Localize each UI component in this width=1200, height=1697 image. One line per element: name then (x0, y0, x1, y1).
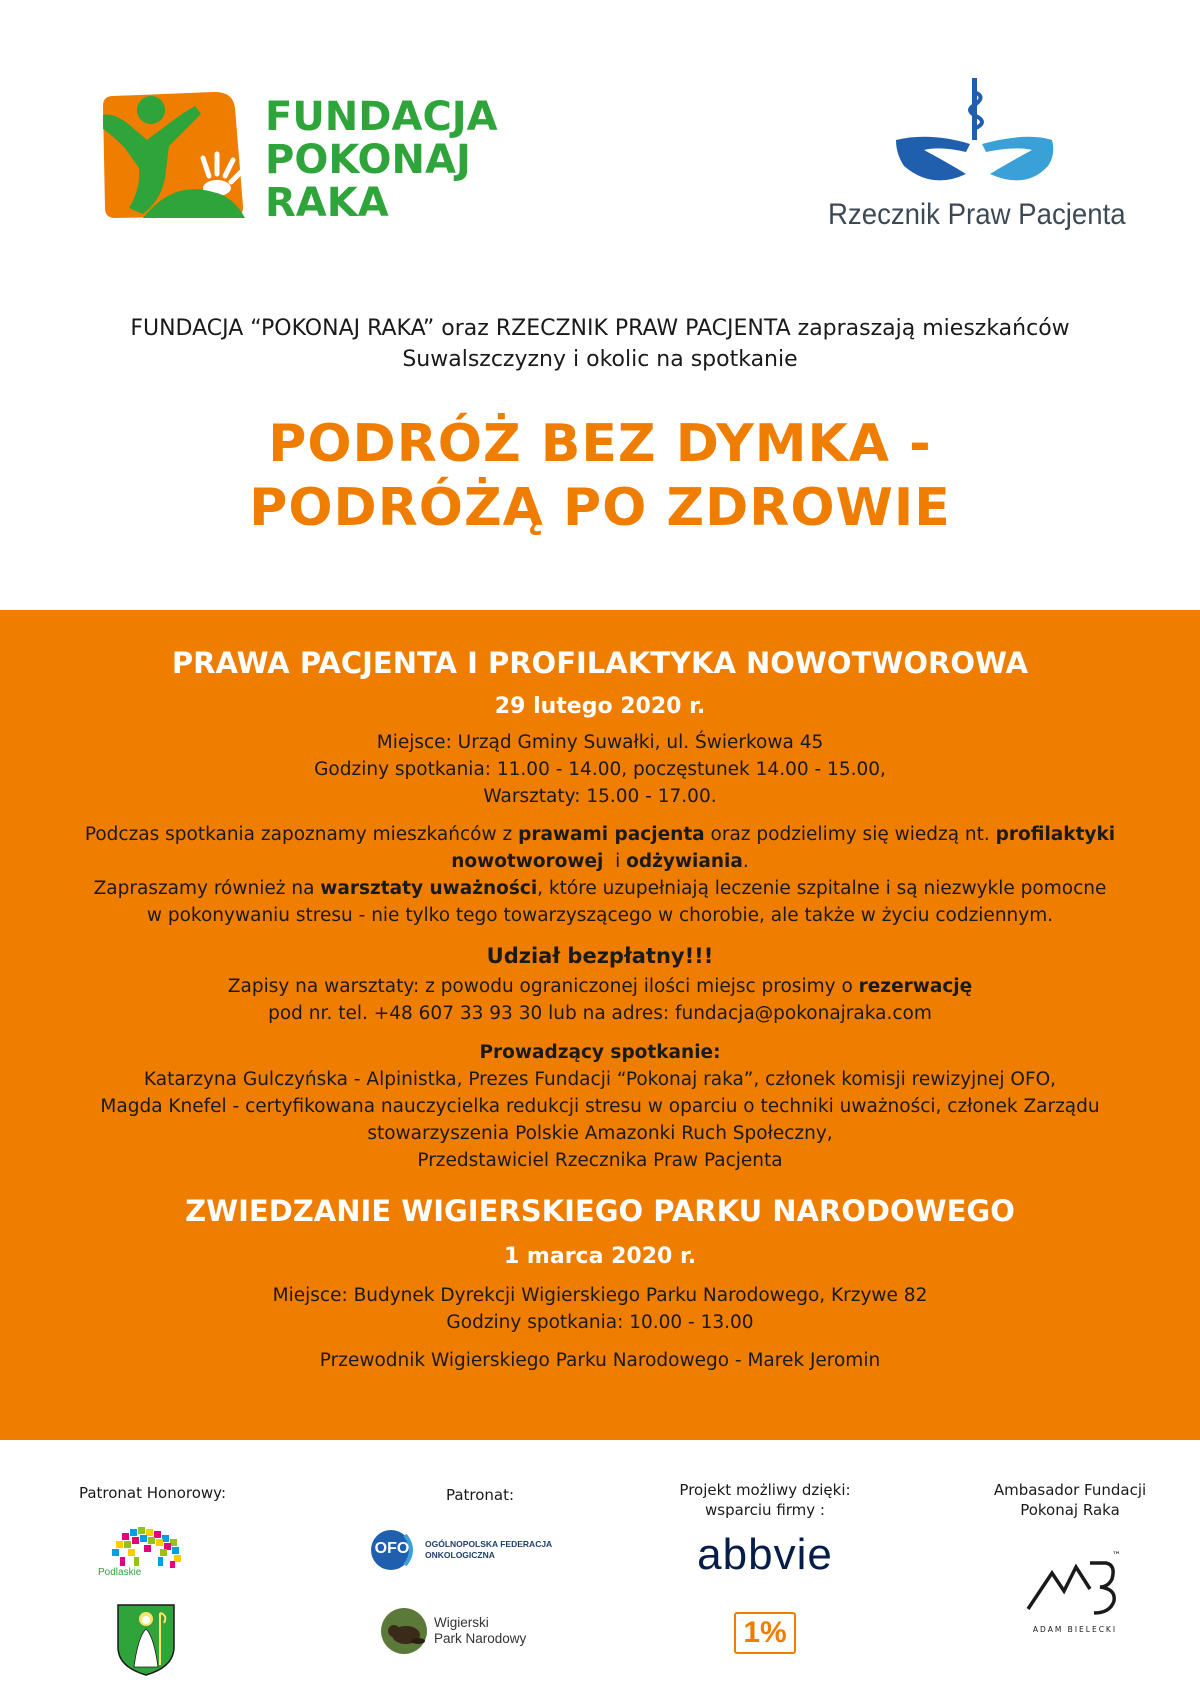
patronage-label: Patronat: (445, 1486, 515, 1504)
host-1: Katarzyna Gulczyńska - Alpinistka, Prezes Fundacji “Pokonaj raka”, członek komisji rewizyjnej OFO, (143, 1069, 1057, 1090)
wigry-park-line1: Wigierski (434, 1615, 489, 1630)
event1-hours: Godziny spotkania: 11.00 - 14.00, poczęstunek 14.00 - 15.00, (314, 759, 886, 780)
ofo-name-line2: ONKOLOGICZNA (425, 1550, 495, 1560)
foundation-logo-line2: POKONAJ (265, 137, 471, 183)
event1-date: 29 lutego 2020 r. (494, 694, 706, 719)
intro-line-1: FUNDACJA “POKONAJ RAKA” oraz RZECZNIK PRAW PACJENTA zapraszają mieszkańców (130, 316, 1070, 341)
podlaskie-logo (98, 1523, 188, 1583)
event2-date: 1 marca 2020 r. (503, 1244, 697, 1269)
podlaskie-logo-text: Podlaskie (98, 1567, 142, 1578)
event1-description-line3 (0, 878, 1200, 899)
event1-description-line1 (0, 824, 1200, 845)
desc3-bold-mindfulness: warsztaty uważności (320, 878, 538, 899)
event1-description-line2 (0, 851, 1200, 872)
event2-place: Miejsce: Budynek Dyrekcji Wigierskiego Parku Narodowego, Krzywe 82 (272, 1285, 928, 1306)
desc2-bold-nutrition: odżywiania (626, 851, 743, 872)
main-title (0, 412, 1200, 540)
signup-contact: pod nr. tel. +48 607 33 93 30 lub na adres: fundacja@pokonajraka.com (268, 1003, 932, 1024)
sponsor-label (650, 1480, 880, 1520)
wigry-park-logo (380, 1607, 560, 1657)
desc1-text-a: Podczas spotkania zapoznamy mieszkańców z (84, 824, 519, 845)
intro-line-2: Suwalszczyzny i okolic na spotkanie (402, 347, 798, 372)
ofo-name-line1: OGÓLNOPOLSKA FEDERACJA (425, 1539, 553, 1549)
event2-hours: Godziny spotkania: 10.00 - 13.00 (446, 1312, 754, 1333)
foundation-logo (103, 88, 503, 238)
event2-heading: ZWIEDZANIE WIGIERSKIEGO PARKU NARODOWEGO (185, 1194, 1015, 1228)
desc1-text-c: oraz podzielimy się wiedzą nt. (704, 824, 996, 845)
coat-of-arms-icon (116, 1603, 176, 1677)
ofo-logo (369, 1527, 569, 1573)
ambassador-label (970, 1480, 1170, 1520)
signup-bold-reservation: rezerwację (858, 976, 973, 997)
foundation-logo-line3: RAKA (265, 180, 389, 226)
host-4: Przedstawiciel Rzecznika Praw Pacjenta (417, 1150, 783, 1171)
ambassador-tm: ™ (1112, 1551, 1121, 1561)
desc3-text-c: , które uzupełniają leczenie szpitalne i są niezwykle pomocne (537, 878, 1107, 899)
signup-line1 (0, 976, 1200, 997)
ambassador-name: ADAM BIELECKI (1032, 1625, 1118, 1634)
event1-place: Miejsce: Urząd Gminy Suwałki, ul. Świerkowa 45 (376, 732, 824, 753)
invitation-intro (0, 313, 1200, 375)
event1-heading: PRAWA PACJENTA I PROFILAKTYKA NOWOTWOROWA (171, 646, 1029, 680)
wigry-park-line2: Park Narodowy (434, 1631, 527, 1646)
coat-of-arms-emblem (116, 1603, 176, 1677)
adam-bielecki-logo (1020, 1551, 1130, 1647)
mountain-ab-icon (1024, 1557, 1124, 1617)
event1-description-line4: w pokonywaniu stresu - nie tylko tego towarzyszącego w chorobie, ale także w życiu codziennym. (146, 905, 1054, 926)
desc1-bold-prevention: profilaktyki (995, 824, 1116, 845)
desc1-bold-patient-rights: prawami pacjenta (518, 824, 705, 845)
ambassador-label-line1: Ambasador Fundacji (993, 1481, 1147, 1499)
honorary-patronage-label: Patronat Honorowy: (78, 1484, 227, 1502)
abbvie-logo: abbvie (697, 1530, 833, 1579)
event-info-band (0, 610, 1200, 1440)
one-percent-badge: 1% (734, 1612, 796, 1654)
host-3: stowarzyszenia Polskie Amazonki Ruch Społeczny, (367, 1123, 833, 1144)
hosts-label: Prowadzący spotkanie: (479, 1042, 721, 1063)
foundation-logo-line1: FUNDACJA (265, 94, 498, 140)
host-2: Magda Knefel - certyfikowana nauczycielka redukcji stresu w oparciu o techniki uważności, członek Zarządu (100, 1096, 1100, 1117)
ambassador-label-line2: Pokonaj Raka (1020, 1501, 1120, 1519)
event1-workshops: Warsztaty: 15.00 - 17.00. (483, 786, 717, 807)
signup-text: Zapisy na warsztaty: z powodu ograniczonej ilości miejsc prosimy o (227, 976, 859, 997)
sponsor-label-line2: wsparciu firmy : (705, 1501, 825, 1519)
beaver-icon (380, 1607, 428, 1655)
main-title-line-1: PODRÓŻ BEZ DYMKA - (268, 414, 932, 474)
ombudsman-emblem (820, 78, 1140, 188)
ofo-badge-text: OFO (374, 1540, 410, 1557)
desc2-text-and: i (603, 851, 627, 872)
free-admission: Udział bezpłatny!!! (486, 944, 714, 968)
sponsor-label-line1: Projekt możliwy dzięki: (679, 1481, 851, 1499)
event2-guide: Przewodnik Wigierskiego Parku Narodowego - Marek Jeromin (319, 1350, 881, 1371)
desc2-bold-cancer: nowotworowej (451, 851, 604, 872)
bison-mosaic-icon (108, 1523, 188, 1569)
ombudsman-logo-name: Rzecznik Praw Pacjenta (828, 198, 1126, 231)
desc3-text-a: Zapraszamy również na (93, 878, 321, 899)
main-title-line-2: PODRÓŻĄ PO ZDROWIE (249, 478, 951, 538)
desc2-dot: . (742, 851, 749, 872)
ombudsman-logo (820, 78, 1140, 248)
